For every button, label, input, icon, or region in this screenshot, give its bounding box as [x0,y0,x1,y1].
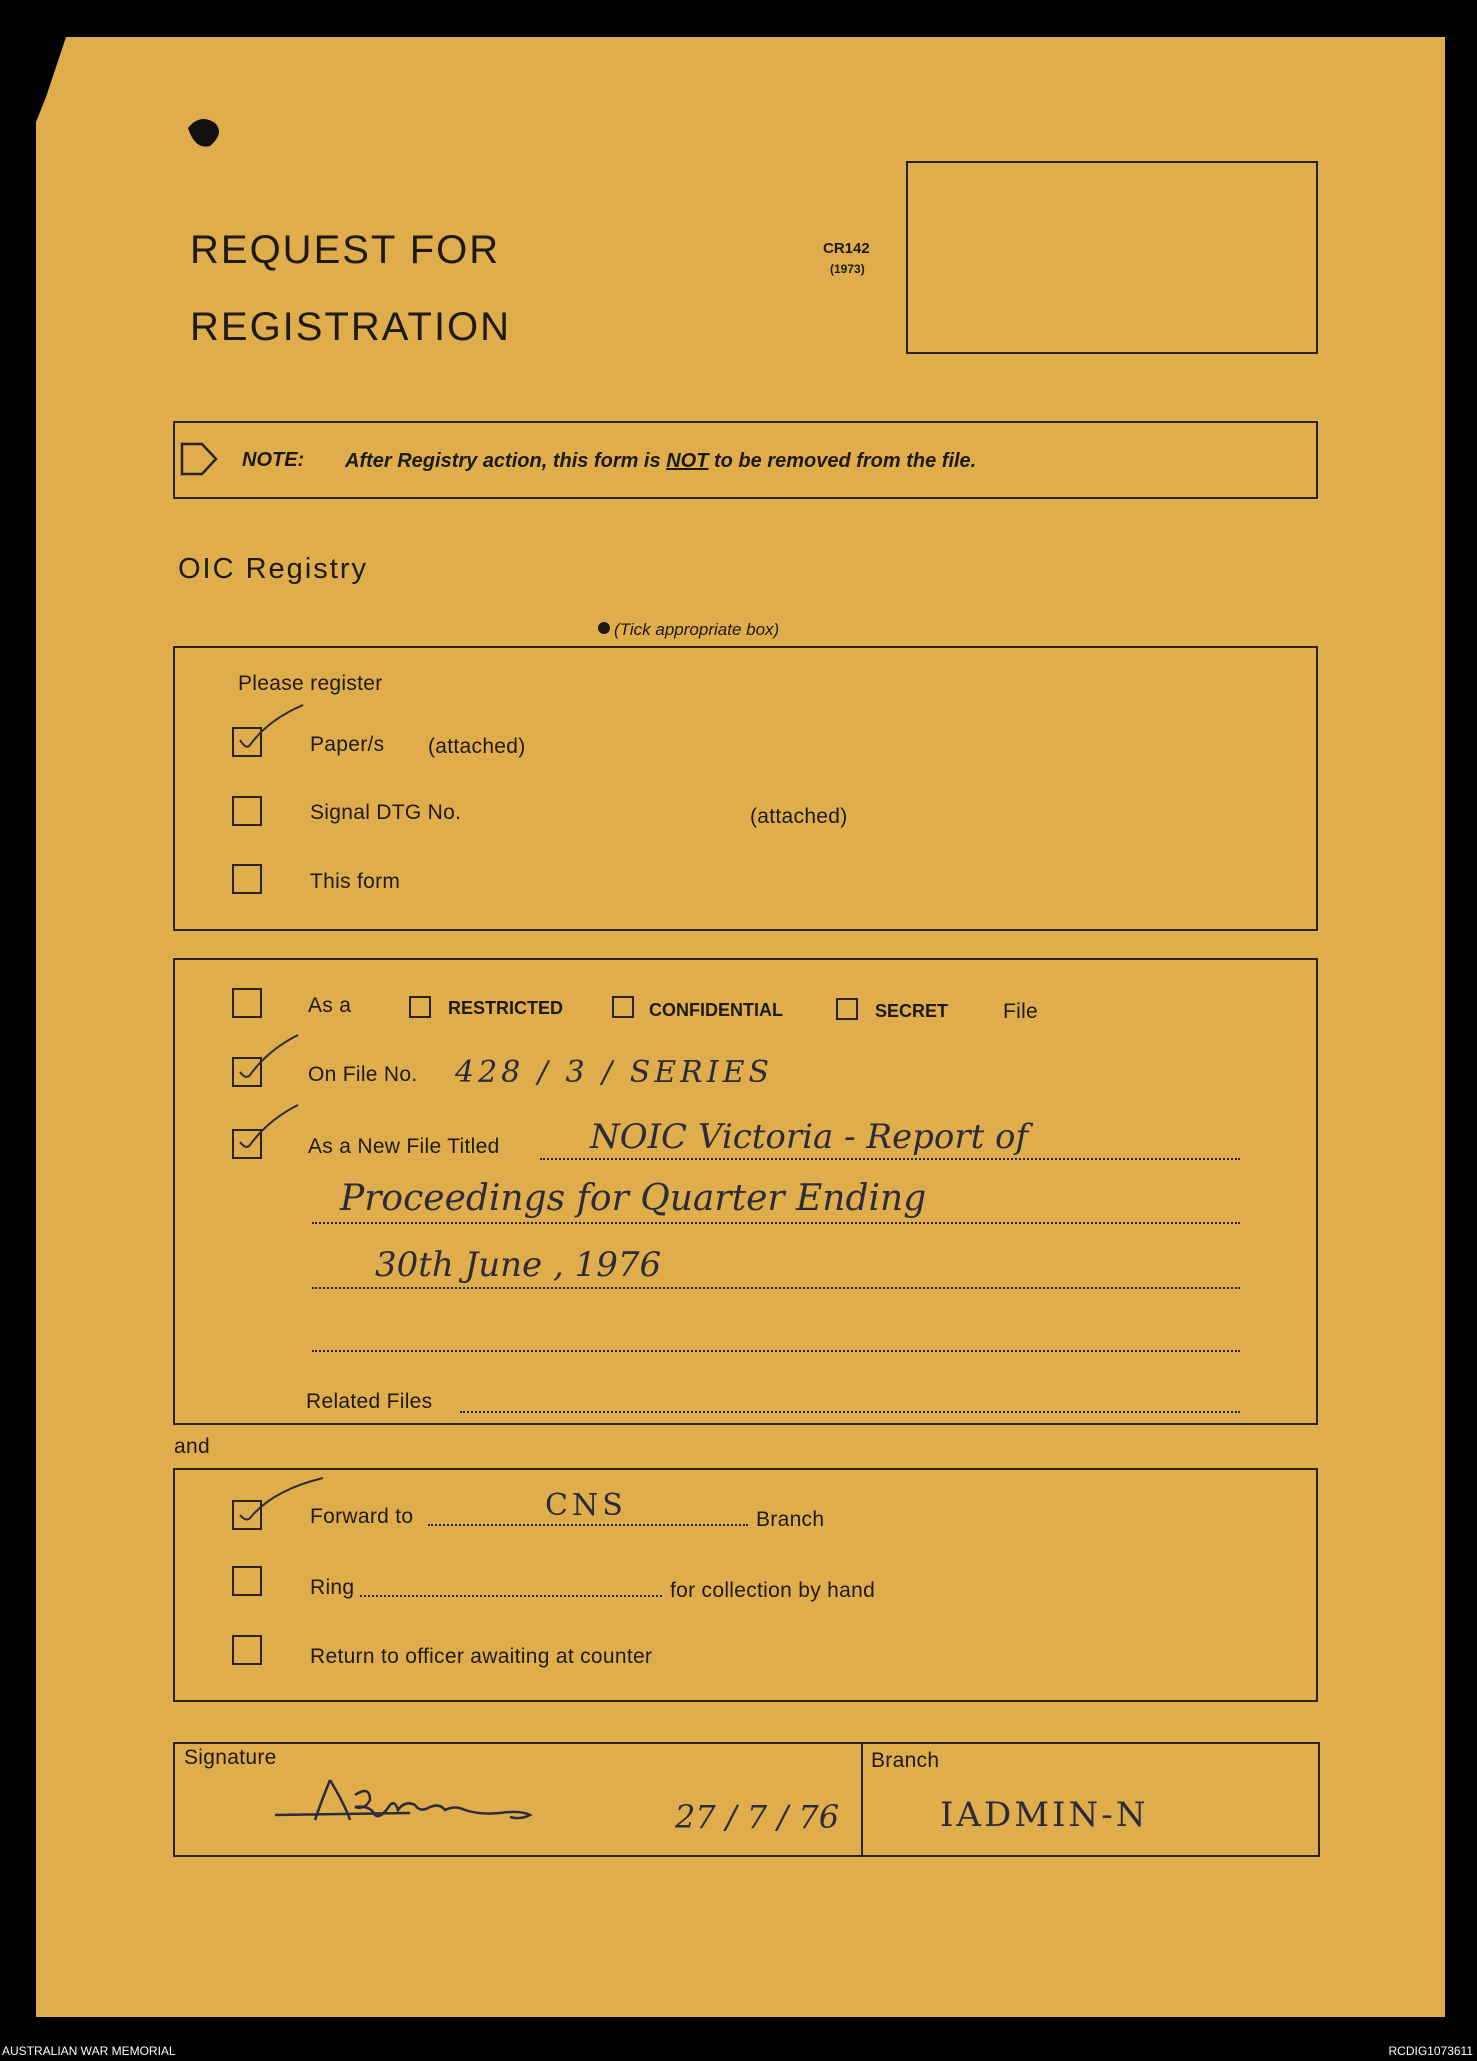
this-form-checkbox[interactable] [232,864,262,894]
file-word: File [1003,1000,1039,1023]
paper-attached: (attached) [428,735,526,758]
arrow-icon [180,442,220,476]
secret-label: SECRET [875,1001,949,1021]
file-title-line2: Proceedings for Quarter Ending [340,1178,927,1219]
signature-label: Signature [184,1746,277,1769]
note-text-before: After Registry action, this form is [345,450,661,472]
addressee: OIC Registry [178,553,368,585]
check-mark-icon [228,1030,308,1090]
ring-checkbox[interactable] [232,1566,262,1596]
check-mark-icon [228,1100,308,1160]
form-year: (1973) [830,262,865,276]
title-line-2-dots [312,1222,1240,1224]
torn-corner [36,37,96,127]
forward-dots [428,1524,748,1526]
file-title-line3: 30th June , 1976 [375,1245,662,1285]
title-line-3-dots [312,1287,1240,1289]
on-file-label: On File No. [308,1063,418,1086]
note-not: NOT [666,450,709,472]
confidential-label: CONFIDENTIAL [649,1000,783,1020]
signal-label: Signal DTG No. [310,801,462,824]
branch-value: IADMIN-N [940,1795,1149,1835]
signature-divider [861,1742,863,1857]
related-files-dots [460,1411,1240,1413]
signature-date: 27 / 7 / 76 [675,1798,840,1836]
footer-right: RCDIG1073611 [1388,2044,1473,2058]
register-heading: Please register [238,672,383,695]
bullet-icon [598,622,610,634]
branch-label: Branch [871,1749,940,1772]
form-title-line2: REGISTRATION [190,305,512,349]
note-label: NOTE: [242,449,305,471]
note-text-after: to be removed from the file. [713,450,977,472]
registry-stamp-box [906,161,1318,354]
title-line-1-dots [540,1158,1240,1160]
secret-checkbox[interactable] [836,998,858,1020]
return-label: Return to officer awaiting at counter [310,1645,653,1668]
forward-label: Forward to [310,1505,414,1528]
signal-checkbox[interactable] [232,796,262,826]
branch-word: Branch [756,1508,825,1531]
forward-value: CNS [545,1488,627,1523]
signature-scribble [270,1765,640,1840]
ring-label: Ring [310,1576,355,1599]
restricted-label: RESTRICTED [448,998,564,1018]
file-title-line1: NOIC Victoria - Report of [590,1117,1029,1157]
form-title-line1: REQUEST FOR [190,228,501,272]
ring-suffix: for collection by hand [670,1579,876,1602]
this-form-label: This form [310,870,401,893]
tick-hint: (Tick appropriate box) [614,620,780,639]
title-line-4-dots [312,1350,1240,1352]
staple-hole-mark [180,108,240,158]
form-code: CR142 [823,240,870,257]
note-text [345,450,976,473]
confidential-checkbox[interactable] [612,996,634,1018]
footer-left: AUSTRALIAN WAR MEMORIAL [2,2044,176,2058]
as-a-checkbox[interactable] [232,988,262,1018]
check-mark-icon [228,700,308,760]
restricted-checkbox[interactable] [409,996,431,1018]
paper-label: Paper/s [310,733,385,756]
ring-dots [360,1595,662,1597]
return-checkbox[interactable] [232,1635,262,1665]
as-a-label: As a [308,994,352,1017]
signal-attached: (attached) [750,805,848,828]
on-file-value: 428 / 3 / SERIES [455,1055,774,1090]
new-file-label: As a New File Titled [308,1135,500,1158]
related-files-label: Related Files [306,1390,433,1413]
and-word: and [174,1435,210,1458]
